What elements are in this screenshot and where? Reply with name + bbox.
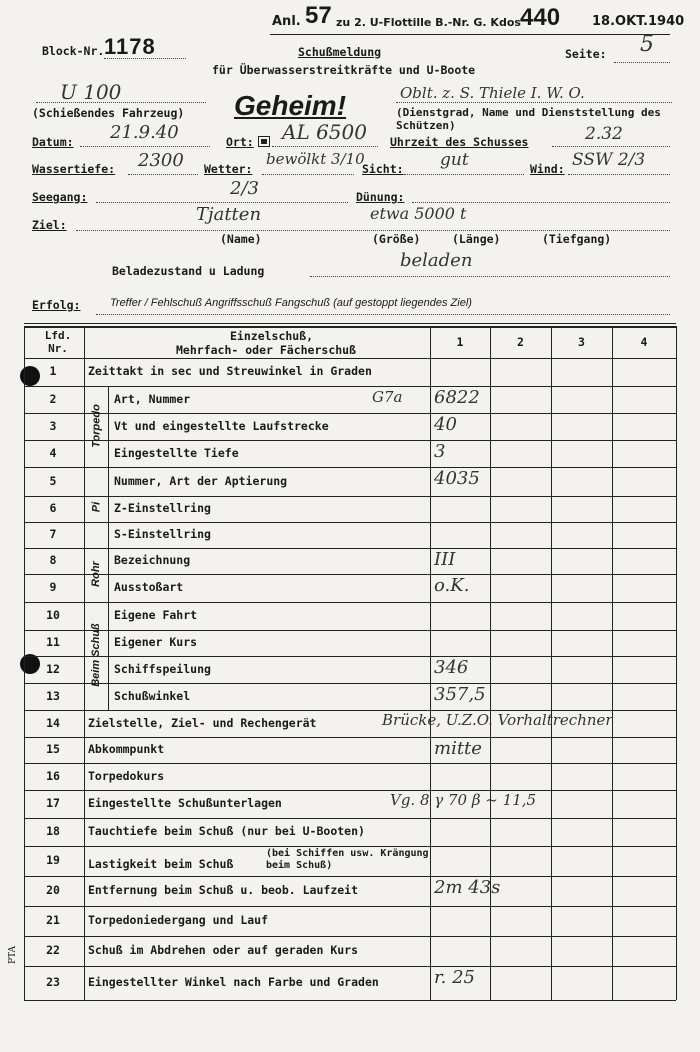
row-number: 17 (46, 796, 60, 810)
row-value: 6822 (434, 387, 480, 408)
row-label: Z-Einstellring (114, 501, 211, 515)
column-line (84, 326, 85, 1000)
row-label: Bezeichnung (114, 553, 191, 567)
row-value: 4035 (434, 468, 480, 489)
row-line (24, 574, 676, 575)
column-line (490, 326, 491, 1000)
table-top-border-double (24, 323, 676, 324)
groesse-label: (Größe) (372, 232, 421, 246)
row-note: G7a (372, 388, 403, 406)
row-value: 346 (434, 657, 469, 678)
group-column-line (108, 386, 109, 710)
row-line (24, 467, 676, 468)
vessel-value: U 100 (60, 80, 122, 104)
header-column-4: 4 (640, 335, 648, 349)
title-line-2: für Überwasserstreitkräfte und U-Boote (212, 63, 476, 77)
column-line (551, 326, 552, 1000)
date-stamp: 18.OKT.1940 (592, 14, 685, 29)
group-label-beim_schuss: Beim Schuß (90, 623, 102, 687)
ziel-label: Ziel: (32, 218, 67, 232)
wetter-label: Wetter: (204, 162, 253, 176)
row-line (24, 548, 676, 549)
punch-hole-bottom (20, 654, 40, 674)
header-desc-1: Einzelschuß, (230, 329, 314, 343)
row-label: S-Einstellring (114, 527, 211, 541)
erfolg-text: Treffer / Fehlschuß Angriffsschuß Fangschuß (auf gestoppt liegendes Ziel) (110, 297, 472, 309)
anl-suffix: zu 2. U-Flottille B.-Nr. G. Kdos (336, 16, 521, 29)
vessel-label: (Schießendes Fahrzeug) (32, 106, 185, 120)
tiefgang-label: (Tiefgang) (542, 232, 612, 246)
laenge-label: (Länge) (452, 232, 501, 246)
row-value: 357,5 (434, 684, 486, 705)
ort-checkbox (258, 136, 270, 147)
row-label: Entfernung beim Schuß u. beob. Laufzeit (88, 883, 359, 897)
row-number: 2 (49, 391, 57, 406)
row-label: Zielstelle, Ziel- und Rechengerät (88, 715, 317, 730)
row-number: 5 (49, 473, 57, 488)
header-column-2: 2 (517, 335, 524, 349)
row-label: Zeittakt in sec und Streuwinkel in Graden (88, 364, 372, 378)
row-line (24, 936, 676, 937)
name-label: (Name) (220, 232, 262, 246)
wind-label: Wind: (530, 162, 565, 176)
row-label: Nummer, Art der Aptierung (114, 473, 288, 488)
row-value: Vg. 8 γ 70 β ~ 11,5 (390, 791, 537, 809)
row-label: Eingestellte Tiefe (114, 445, 239, 460)
row-number: 21 (46, 913, 60, 927)
table-top-border (24, 326, 676, 328)
row-number: 7 (49, 527, 57, 541)
seite-label: Seite: (565, 47, 607, 61)
seite-value: 5 (640, 32, 654, 57)
seegang-label: Seegang: (32, 190, 88, 204)
dienst-value: Oblt. z. S. Thiele I. W. O. (400, 84, 585, 102)
row-value: o.K. (434, 575, 470, 596)
wetter-value: bewölkt 3/10 (266, 150, 365, 168)
sicht-value: gut (440, 150, 469, 170)
row-label-note: (bei Schiffen usw. Krängung beim Schuß) (266, 848, 429, 871)
row-label: Schiffspeilung (114, 661, 211, 676)
sicht-label: Sicht: (362, 162, 404, 176)
row-label: Eigener Kurs (114, 635, 198, 649)
column-line (612, 326, 613, 1000)
beladung-label: Beladezustand u Ladung (112, 264, 265, 278)
row-label: Tauchtiefe beim Schuß (nur bei U-Booten) (88, 824, 365, 838)
row-line (24, 386, 676, 387)
wind-value: SSW 2/3 (572, 150, 646, 170)
header-column-1: 1 (456, 335, 464, 349)
row-number: 6 (49, 501, 57, 515)
beladung-value: beladen (400, 250, 473, 271)
datum-value: 21.9.40 (110, 122, 179, 143)
geheim-stamp: Geheim! (234, 90, 347, 121)
block-label: Block-Nr. (42, 44, 105, 58)
row-label: Art, Nummer (114, 391, 191, 406)
row-line (24, 413, 676, 414)
ort-value: AL 6500 (282, 120, 367, 144)
duenung-label: Dünung: (356, 190, 405, 204)
row-line (24, 763, 676, 764)
row-line (24, 790, 676, 791)
row-line (24, 602, 676, 603)
row-number: 14 (46, 715, 60, 730)
uhrzeit-value: 2.32 (585, 124, 623, 144)
row-line (24, 876, 676, 877)
row-value: Brücke, U.Z.O. Vorhaltrechner (382, 711, 613, 729)
row-number: 15 (46, 742, 60, 756)
title-line-1: Schußmeldung (298, 45, 382, 59)
block-number: 1178 (104, 34, 156, 59)
row-value: 2m 43s (434, 877, 501, 898)
row-label: Lastigkeit beim Schuß (88, 857, 234, 871)
ziel-value: Tjatten (196, 204, 262, 225)
row-number: 9 (49, 580, 57, 594)
row-line (24, 630, 676, 631)
group-label-rohr: Rohr (90, 561, 102, 587)
header-column-3: 3 (578, 335, 585, 349)
row-label: Ausstoßart (114, 580, 184, 594)
row-number: 16 (46, 768, 60, 783)
punch-hole-top (20, 366, 40, 386)
wassertiefe-value: 2300 (138, 150, 184, 171)
row-label: Abkommpunkt (88, 742, 165, 756)
row-line (24, 846, 676, 847)
margin-note: PTA (8, 945, 19, 965)
row-value: mitte (434, 738, 482, 759)
row-label: Eingestellte Schußunterlagen (88, 796, 282, 810)
row-number: 8 (49, 553, 57, 567)
ziel-size: etwa 5000 t (370, 204, 467, 223)
row-number: 18 (46, 824, 60, 838)
row-line (24, 683, 676, 684)
row-line (24, 656, 676, 657)
group-label-torpedo: Torpedo (90, 403, 102, 448)
row-number: 20 (46, 883, 60, 897)
row-line (24, 906, 676, 907)
row-line (24, 966, 676, 967)
row-line (24, 522, 676, 523)
column-line (430, 326, 431, 1000)
row-number: 23 (46, 975, 60, 989)
row-number: 22 (46, 943, 60, 957)
group-label-pi: Pi (90, 501, 102, 512)
row-number: 3 (49, 418, 57, 433)
seegang-value: 2/3 (230, 178, 259, 199)
row-label: Schuß im Abdrehen oder auf geraden Kurs (88, 943, 359, 957)
row-label: Vt und eingestellte Laufstrecke (114, 418, 329, 433)
kdos-number: 440 (520, 4, 561, 31)
row-number: 12 (46, 661, 60, 676)
row-number: 13 (46, 688, 60, 703)
row-line (24, 496, 676, 497)
column-line (24, 326, 25, 1000)
header-nr: Lfd. Nr. (44, 329, 72, 355)
wassertiefe-label: Wassertiefe: (32, 162, 116, 176)
row-number: 10 (46, 608, 60, 622)
header-desc-2: Mehrfach- oder Fächerschuß (176, 343, 357, 357)
row-value: r. 25 (434, 967, 475, 988)
ort-label: Ort: (226, 135, 254, 149)
row-value: 3 (434, 441, 446, 462)
row-line (24, 1000, 676, 1001)
row-value: 40 (434, 414, 457, 435)
column-line (676, 326, 677, 1000)
row-label: Torpedoniedergang und Lauf (88, 913, 269, 927)
row-number: 1 (49, 364, 57, 378)
row-line (24, 818, 676, 819)
erfolg-label: Erfolg: (32, 298, 81, 312)
anl-prefix: Anl. (272, 14, 301, 29)
row-line (24, 358, 676, 359)
row-label: Eingestellter Winkel nach Farbe und Graden (88, 975, 379, 989)
row-label: Schußwinkel (114, 688, 191, 703)
dienst-label: (Dienstgrad, Name und Dienststellung des Schützen) (396, 106, 661, 132)
row-label: Eigene Fahrt (114, 608, 198, 622)
row-label: Torpedokurs (88, 768, 165, 783)
row-number: 4 (49, 445, 57, 460)
datum-label: Datum: (32, 135, 74, 149)
row-value: III (434, 549, 456, 570)
row-number: 11 (46, 635, 60, 649)
row-line (24, 737, 676, 738)
row-number: 19 (46, 853, 60, 867)
anl-number: 57 (305, 2, 332, 29)
row-line (24, 440, 676, 441)
uhrzeit-label: Uhrzeit des Schusses (390, 135, 529, 149)
